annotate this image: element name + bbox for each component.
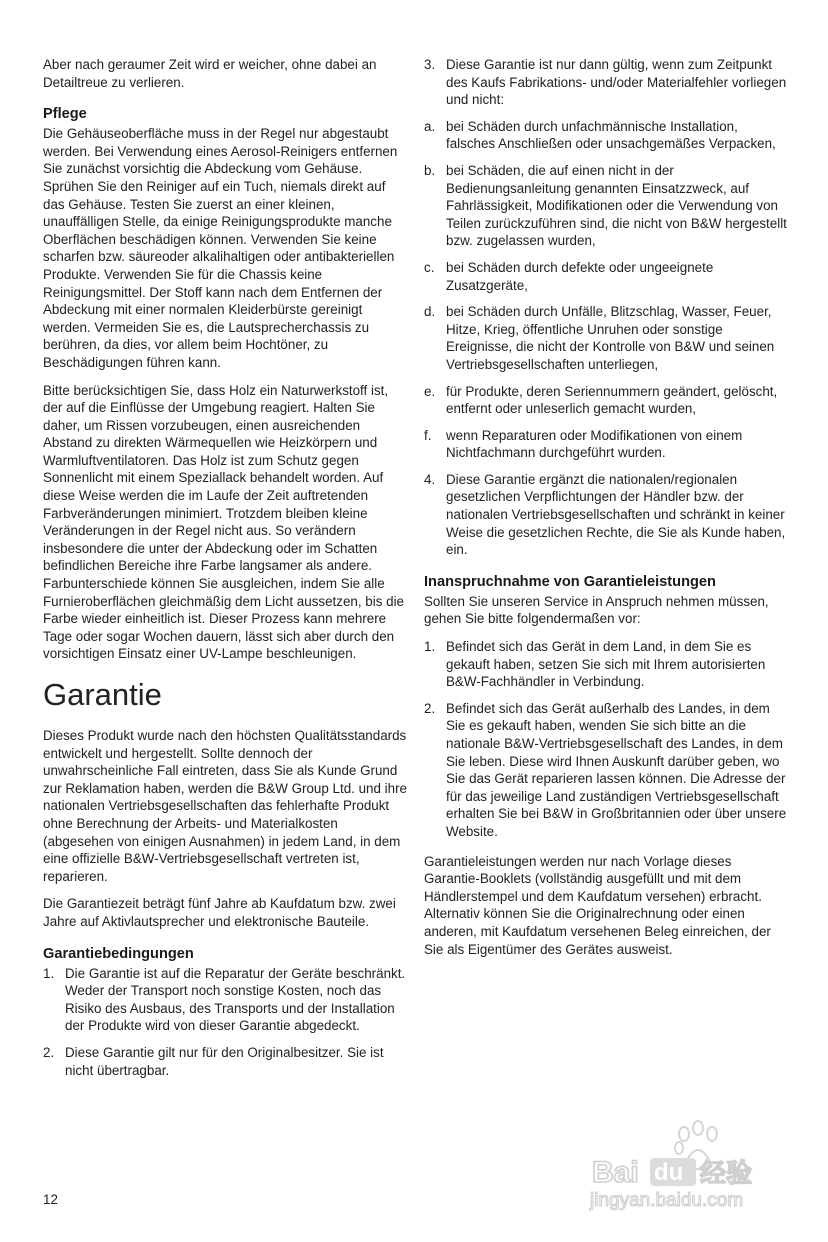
list-marker: e. <box>424 383 436 399</box>
closing-paragraph: Garantieleistungen werden nur nach Vorlage dieses Garantie-Booklets (vollständig ausgefüllt und mit dem Händlerstempel und dem Kaufdatum versehen) erbracht. Alternativ können Sie die Originalrechnung oder einen anderen, mit Kaufdatum versehenen Beleg einreichen, der Sie als Eigentümer des Gerätes ausweist. <box>424 853 771 957</box>
list-marker: d. <box>424 304 436 320</box>
list-marker: 3. <box>424 57 436 72</box>
svg-text:Bai: Bai <box>592 1156 639 1189</box>
pflege-paragraph-1: Die Gehäuseoberfläche muss in der Regel nur abgestaubt werden. Bei Verwendung eines Aerosol-Reinigers entfernen Sie zunächst vorsichtig die Abdeckung vom Gehäuse. Sprühen Sie den Reiniger auf ein Tuch, niemals direkt auf das Gehäuse. Testen Sie zuerst an einer kleinen, unauffälligen Stelle, da einige Reinigungsprodukte manche Oberflächen beschädigen können. Verwenden Sie keine scharfen bzw. säureoder alkalihaltigen oder antibakteriellen Produkte. Verwenden Sie für die Chassis keine Reinigungsmittel. Der Stoff kann nach dem Entfernen der Abdeckung mit einer normalen Kleiderbürste gereinigt werden. Vermeiden Sie es, die Lautsprecherchassis zu berühren, da dies, vor allem beim Hochtöner, zu Beschädigungen führen kann. <box>43 126 398 370</box>
list-text: bei Schäden durch unfachmännische Installation, falsches Anschließen oder unsachgemäßes Verpacken, <box>446 118 776 152</box>
list-text: wenn Reparaturen oder Modifikationen von einem Nichtfachmann durchgeführt wurden. <box>446 427 743 461</box>
list-item <box>424 383 789 418</box>
list-marker: c. <box>424 259 435 275</box>
list-item <box>424 56 789 109</box>
list-text: für Produkte, deren Seriennummern geändert, gelöscht, entfernt oder unleserlich gemacht wurden, <box>446 383 778 417</box>
list-item <box>424 471 789 559</box>
svg-text:经验: 经验 <box>700 1159 753 1189</box>
list-item <box>424 638 789 691</box>
list-text: Die Garantie ist auf die Reparatur der Geräte beschränkt. Weder der Transport noch sonstige Kosten, noch das Risiko des Ausbaus, des Transports und der Installation der Produkte wird von dieser Garantie abgedeckt. <box>65 965 406 1034</box>
list-item <box>43 1044 408 1079</box>
svg-text:jingyan.baidu.com: jingyan.baidu.com <box>590 1190 744 1211</box>
page-number: 12 <box>43 1192 58 1207</box>
inanspruchnahme-intro: Sollten Sie unseren Service in Anspruch nehmen müssen, gehen Sie bitte folgendermaßen vor: <box>424 593 769 627</box>
pflege-paragraph-2: Bitte berücksichtigen Sie, dass Holz ein Naturwerkstoff ist, der auf die Einflüsse der Umgebung reagiert. Halten Sie daher, um Rissen vorzubeugen, einen ausreichenden Abstand zu direkten Wärmequellen wie Heizkörpern und Warmluftventilatoren. Das Holz ist zum Schutz gegen Sonnenlicht mit einem Speziallack behandelt worden. Auf diese Weise werden die im Laufe der Zeit auftretenden Farbveränderungen minimiert. Trotzdem bleiben kleine Veränderungen in der Regel nicht aus. So verändern insbesondere die unter der Abdeckung oder im Schatten befindlichen Bereiche ihre Farbe langsamer als andere. Farbunterschiede können Sie ausgleichen, indem Sie alle Furnieroberflächen gleichmäßig dem Licht aussetzen, bis die Farbe wieder einheitlich ist. Dieser Prozess kann mehrere Tage oder sogar Wochen dauern, lässt sich aber durch den vorsichtigen Einsatz einer UV-Lampe beschleunigen. <box>43 382 404 662</box>
garantie-paragraph-1: Dieses Produkt wurde nach den höchsten Qualitätsstandards entwickelt und hergestellt. Sollte dennoch der unwahrscheinliche Fall eintreten, dass Sie als Kunde Grund zur Reklamation haben, werden die B&W Group Ltd. und ihre nationalen Vertriebsgesellschaften das fehlerhafte Produkt ohne Berechnung der Arbeits- und Materialkosten (abgesehen von einigen Ausnahmen) in jedem Land, in dem eine offizielle B&W-Vertriebsgesellschaft vertreten ist, reparieren. <box>43 728 407 884</box>
list-item <box>43 965 408 1035</box>
list-marker: a. <box>424 118 436 134</box>
list-text: Diese Garantie gilt nur für den Originalbesitzer. Sie ist nicht übertragbar. <box>65 1044 384 1078</box>
list-item <box>424 427 789 462</box>
inanspruchnahme-heading: Inanspruchnahme von Garantieleistungen <box>424 573 716 590</box>
list-marker: 1. <box>43 965 55 981</box>
garantie-paragraph-2: Die Garantiezeit beträgt fünf Jahre ab Kaufdatum bzw. zwei Jahre auf Aktivlautsprecher und elektronische Bauteile. <box>43 896 396 929</box>
garantie-title: Garantie <box>43 677 162 712</box>
pflege-heading: Pflege <box>43 106 87 123</box>
left-column <box>43 56 408 1088</box>
list-text: bei Schäden durch Unfälle, Blitzschlag, Wasser, Feuer, Hitze, Krieg, öffentliche Unruhen oder sonstige Ereignisse, die nicht der Kontrolle von B&W und seinen Vertriebsgesellschaften unterliegen, <box>446 304 775 372</box>
list-text: Befindet sich das Gerät außerhalb des Landes, in dem Sie es gekauft haben, wenden Sie sich bitte an die nationale B&W-Vertriebsgesellschaft des Landes, in dem Sie leben. Diese wird Ihnen Auskunft darüber geben, wo Sie das Gerät reparieren lassen können. Die Adresse der für das jeweilige Land zuständigen Vertriebsgesellschaft erhalten Sie bei B&W in Großbritannien oder über unsere Website. <box>446 700 787 839</box>
list-marker: 2. <box>424 700 436 716</box>
list-marker: 2. <box>43 1044 55 1060</box>
list-marker: f. <box>424 427 432 443</box>
list-marker: 1. <box>424 639 436 655</box>
list-text: bei Schäden durch defekte oder ungeeignete Zusatzgeräte, <box>446 259 714 293</box>
right-column <box>424 56 789 968</box>
list-marker: 4. <box>424 471 436 487</box>
list-marker: b. <box>424 162 436 178</box>
list-item <box>424 700 789 841</box>
list-text: Befindet sich das Gerät in dem Land, in dem Sie es gekauft haben, setzen Sie sich mit Ihrem autorisierten B&W-Fachhändler in Verbindung. <box>446 639 766 690</box>
baidu-watermark-logo <box>588 1112 788 1212</box>
svg-text:du: du <box>654 1159 684 1186</box>
intro-paragraph: Aber nach geraumer Zeit wird er weicher, ohne dabei an Detailtreue zu verlieren. <box>43 57 377 90</box>
list-item <box>424 259 789 294</box>
list-text: Diese Garantie ist nur dann gültig, wenn zum Zeitpunkt des Kaufs Fabrikations- und/oder Materialfehler vorliegen und nicht: <box>446 57 787 108</box>
list-item <box>424 162 789 250</box>
list-text: bei Schäden, die auf einen nicht in der Bedienungsanleitung genannten Einsatzzweck, auf Fahrlässigkeit, Modifikationen oder die Verwendung von Teilen zurückzuführen sind, die nicht von B&W hergestellt bzw. zugelassen wurden, <box>446 162 787 249</box>
list-text: Diese Garantie ergänzt die nationalen/regionalen gesetzlichen Verpflichtungen der Händler bzw. der nationalen Vertriebsgesellschaften und schränkt in keiner Weise die gesetzlichen Rechte, die Sie als Kunde haben, ein. <box>446 471 786 558</box>
list-item <box>424 303 789 373</box>
list-item <box>424 118 789 153</box>
garantiebedingungen-heading: Garantiebedingungen <box>43 945 194 962</box>
